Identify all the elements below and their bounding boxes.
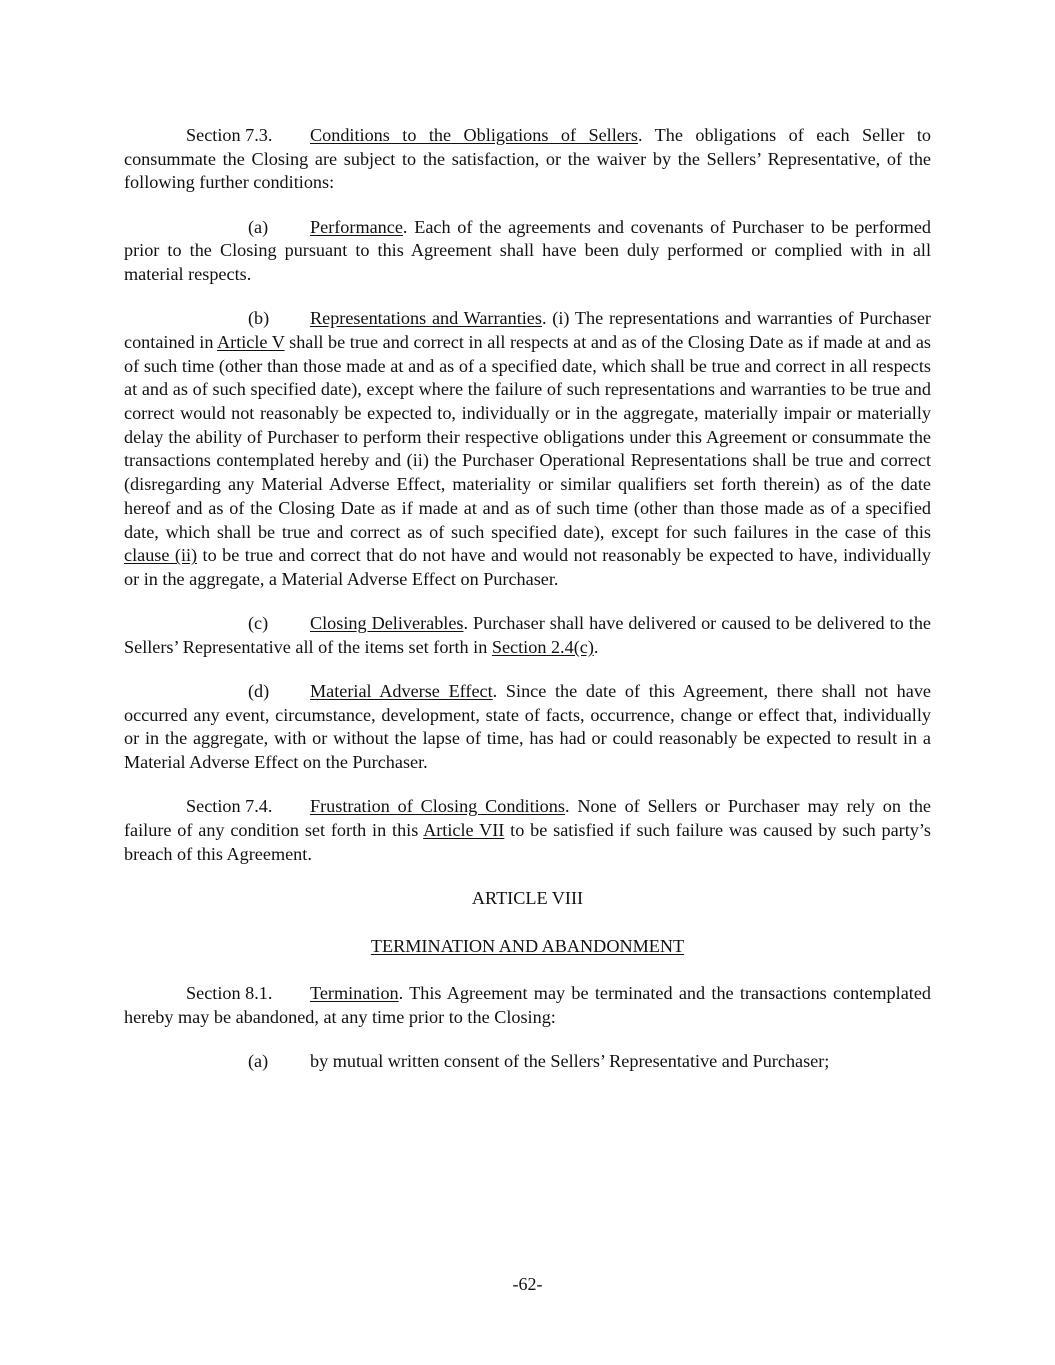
section-number: Section 7.4. bbox=[186, 796, 273, 817]
page-number: -62- bbox=[512, 1274, 543, 1294]
clause-text: to be true and correct that do not have and would not reasonably be expected to have, individually or in the aggregate, a Material Adverse Effect on Purchaser. bbox=[124, 545, 931, 589]
clause-text: . (i) The representations and warranties of Purchaser contained in bbox=[124, 308, 931, 352]
section-text: . None of Sellers or Purchaser may rely on the failure of any condition set forth in this bbox=[124, 796, 931, 841]
section-number: Section 7.3. bbox=[186, 125, 273, 145]
clause-text: . Since the date of this Agreement, there shall not have occurred any event, circumstance, development, state of facts, occurrence, change or effect that, individually or in the aggregate, with or without the lapse of time, has had or could reasonably be expected to result in a Material Adverse Effect on the Purchaser. bbox=[124, 681, 931, 773]
article-number: ARTICLE VIII bbox=[471, 887, 584, 908]
clause-heading: Representations and Warranties bbox=[310, 308, 542, 329]
clause-heading: Material Adverse Effect bbox=[310, 681, 493, 702]
section-heading: Frustration of Closing Conditions bbox=[310, 796, 565, 817]
clause-label: (b) bbox=[248, 308, 270, 329]
clause-heading: Closing Deliverables bbox=[310, 613, 464, 634]
section-text: . The obligations of each Seller to consummate the Closing are subject to the satisfaction, or the waiver by the Sellers’ Representative, of the following further conditions: bbox=[124, 125, 932, 193]
clause-text: . Each of the agreements and covenants of Purchaser to be performed prior to the Closing pursuant to this Agreement shall have been duly performed or complied with in all material respects. bbox=[124, 216, 931, 285]
clause-label: (a) bbox=[248, 216, 269, 237]
section-8-1-a bbox=[124, 1050, 931, 1074]
section-number: Section 8.1. bbox=[186, 983, 273, 1004]
section-7-3-d bbox=[124, 680, 931, 775]
cross-reference-article-v: Article V bbox=[217, 331, 285, 352]
cross-reference-clause-ii: clause (ii) bbox=[124, 545, 198, 566]
clause-text: . bbox=[593, 636, 599, 657]
section-8-1 bbox=[124, 982, 931, 1029]
section-7-3-a bbox=[124, 216, 931, 287]
clause-label: (c) bbox=[248, 613, 269, 634]
section-text: . This Agreement may be terminated and the transactions contemplated hereby may be abandoned, at any time prior to the Closing: bbox=[124, 983, 931, 1028]
clause-label: (a) bbox=[248, 1051, 269, 1072]
section-7-4 bbox=[124, 795, 931, 866]
article-title bbox=[124, 935, 931, 959]
section-7-3 bbox=[124, 124, 931, 195]
clause-label: (d) bbox=[248, 681, 270, 702]
cross-reference-article-vii: Article VII bbox=[423, 820, 505, 841]
article-title-text: TERMINATION AND ABANDONMENT bbox=[370, 935, 685, 956]
section-heading: Termination bbox=[310, 983, 399, 1004]
clause-text: shall be true and correct in all respects at and as of the Closing Date as if made at and as of such time (other than those made at and as of a specified date, which shall be true and correct in all respects at and as of such specified date), except where the failure of such representations and warranties to be true and correct would not reasonably be expected to, individually or in the aggregate, materially impair or materially delay the ability of Purchaser to perform their respective obligations under this Agreement or consummate the transactions contemplated hereby and (ii) the Purchaser Operational Representations shall be true and correct (disregarding any Material Adverse Effect, materiality or similar qualifiers set forth therein) as of the date hereof and as of the Closing Date as if made at and as of such time (other than those made as of a specified date, which shall be true and correct as of such specified date), except for such failures in the case of this bbox=[124, 331, 931, 542]
cross-reference-section-2-4-c: Section 2.4(c) bbox=[491, 636, 594, 657]
document-page bbox=[124, 124, 931, 1095]
section-7-3-c bbox=[124, 612, 931, 659]
clause-text: . Purchaser shall have delivered or caused to be delivered to the Sellers’ Representative all of the items set forth in bbox=[124, 613, 931, 657]
section-7-3-b bbox=[124, 307, 931, 591]
section-text: to be satisfied if such failure was caused by such party’s breach of this Agreement. bbox=[124, 820, 931, 864]
clause-text: by mutual written consent of the Sellers’ Representative and Purchaser; bbox=[310, 1051, 830, 1072]
section-heading: Conditions to the Obligations of Sellers bbox=[310, 125, 638, 145]
clause-heading: Performance bbox=[310, 216, 403, 237]
